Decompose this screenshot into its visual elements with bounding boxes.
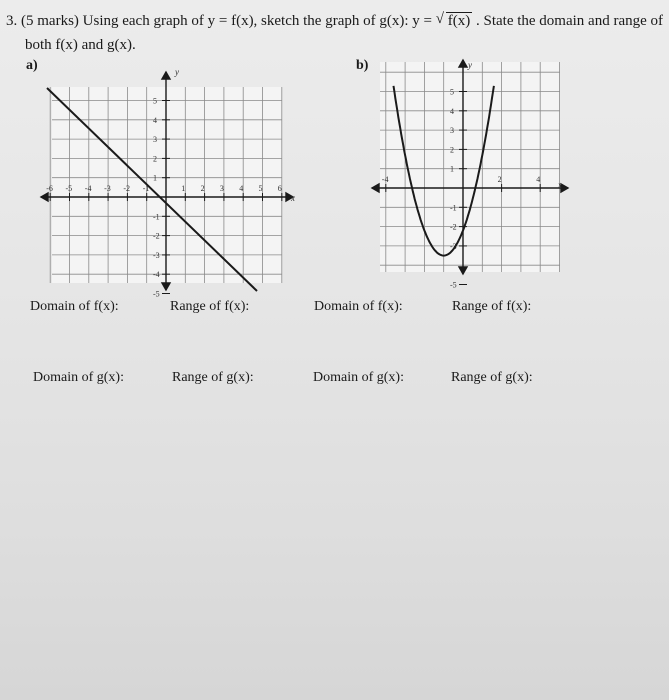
graph-a-x-tick-label: -1 bbox=[142, 184, 150, 193]
graph-b bbox=[368, 56, 573, 290]
graph-a-x-tick-label: -6 bbox=[46, 184, 53, 193]
graph-a-y-tick-label: 4 bbox=[153, 115, 157, 125]
graph-b-x-label: x bbox=[558, 180, 562, 190]
graph-a-x-tick-label: -3 bbox=[104, 184, 111, 193]
graph-a-y-tick-label: 2 bbox=[153, 154, 157, 164]
graph-a-y-tick-label: 5 bbox=[153, 96, 157, 106]
graph-b-y-arrow-down-icon bbox=[459, 267, 467, 274]
graph-b-y-tick-label: 5 bbox=[450, 87, 454, 97]
graph-a-y-tick-label: -3 bbox=[153, 250, 160, 260]
range-f-label-b: Range of f(x): bbox=[452, 299, 532, 314]
graph-b-x-arrow-right-icon bbox=[561, 184, 568, 192]
graph-a-y-arrow-up-icon bbox=[162, 72, 170, 79]
range-f-label-a: Range of f(x): bbox=[170, 299, 250, 314]
domain-g-label-a: Domain of g(x): bbox=[33, 370, 124, 385]
graph-a-y-tick-label: -5 bbox=[153, 289, 160, 299]
question-number: 3. bbox=[6, 13, 18, 29]
part-a-label: a) bbox=[26, 58, 38, 73]
graph-b-y-tick-label: -5 bbox=[450, 280, 457, 290]
graph-a-y-tick-label: -4 bbox=[153, 270, 160, 280]
sqrt-argument: f(x) bbox=[447, 13, 471, 29]
graph-a-x-tick-label: 3 bbox=[219, 184, 224, 193]
graph-b-y-tick-label: 1 bbox=[450, 164, 454, 174]
graph-a-y-label: y bbox=[175, 67, 179, 77]
graph-b-x-arrow-left-icon bbox=[372, 184, 379, 192]
question-line-1 bbox=[6, 12, 666, 31]
graph-a-y-tick-label: 3 bbox=[153, 135, 157, 145]
sqrt-expression bbox=[436, 12, 473, 31]
domain-f-label-b: Domain of f(x): bbox=[314, 299, 403, 314]
graph-a-x-label: x bbox=[291, 193, 295, 203]
graph-b-y-tick-label: -1 bbox=[450, 203, 457, 213]
question-text-after: . State the domain and range of bbox=[475, 13, 664, 29]
question-marks: (5 marks) bbox=[21, 13, 79, 29]
graph-b-y-tick-label: 3 bbox=[450, 126, 454, 136]
question-line-2: both f(x) and g(x). bbox=[25, 37, 136, 53]
graph-b-y-tick-label: -3 bbox=[450, 241, 457, 251]
graph-b-y-tick-label: -2 bbox=[450, 222, 457, 232]
graph-a-y-tick-label: -1 bbox=[153, 212, 160, 222]
graph-a-x-tick-label: 1 bbox=[181, 184, 186, 193]
part-b-label: b) bbox=[356, 58, 369, 73]
question-text-before: Using each graph of y = f(x), sketch the graph of g(x): y = bbox=[82, 13, 432, 29]
graph-b-y-arrow-up-icon bbox=[459, 60, 467, 67]
graph-a-x-tick-label: -2 bbox=[123, 184, 131, 193]
graph-a-y-tick-label: 1 bbox=[153, 173, 157, 183]
graph-a-x-tick-label: 2 bbox=[200, 184, 205, 193]
range-g-label-a: Range of g(x): bbox=[172, 370, 254, 385]
graph-a bbox=[35, 60, 300, 299]
graph-a-x-tick-label: 5 bbox=[258, 184, 263, 193]
domain-g-label-b: Domain of g(x): bbox=[313, 370, 404, 385]
range-g-label-b: Range of g(x): bbox=[451, 370, 533, 385]
domain-f-label-a: Domain of f(x): bbox=[30, 299, 119, 314]
graph-a-x-tick-label: -5 bbox=[65, 184, 73, 193]
graph-b-x-tick-label: -4 bbox=[381, 175, 389, 184]
graph-a-y-tick-label: -2 bbox=[153, 231, 160, 241]
graph-a-y-arrow-down-icon bbox=[162, 283, 170, 290]
graph-b-x-tick-label: 2 bbox=[497, 175, 502, 184]
graph-b-y-label: y bbox=[468, 60, 472, 70]
graph-a-x-tick-label: 4 bbox=[239, 184, 244, 193]
graph-b-y-tick-label: 4 bbox=[450, 106, 454, 116]
graph-b-x-tick-label: 4 bbox=[536, 175, 541, 184]
sqrt-sign-icon: √ bbox=[435, 11, 444, 27]
graph-a-x-tick-label: -4 bbox=[84, 184, 92, 193]
graph-b-y-tick-label: 2 bbox=[450, 145, 454, 155]
graph-a-x-tick-label: 6 bbox=[277, 184, 282, 193]
graph-a-x-arrow-left-icon bbox=[41, 193, 48, 201]
